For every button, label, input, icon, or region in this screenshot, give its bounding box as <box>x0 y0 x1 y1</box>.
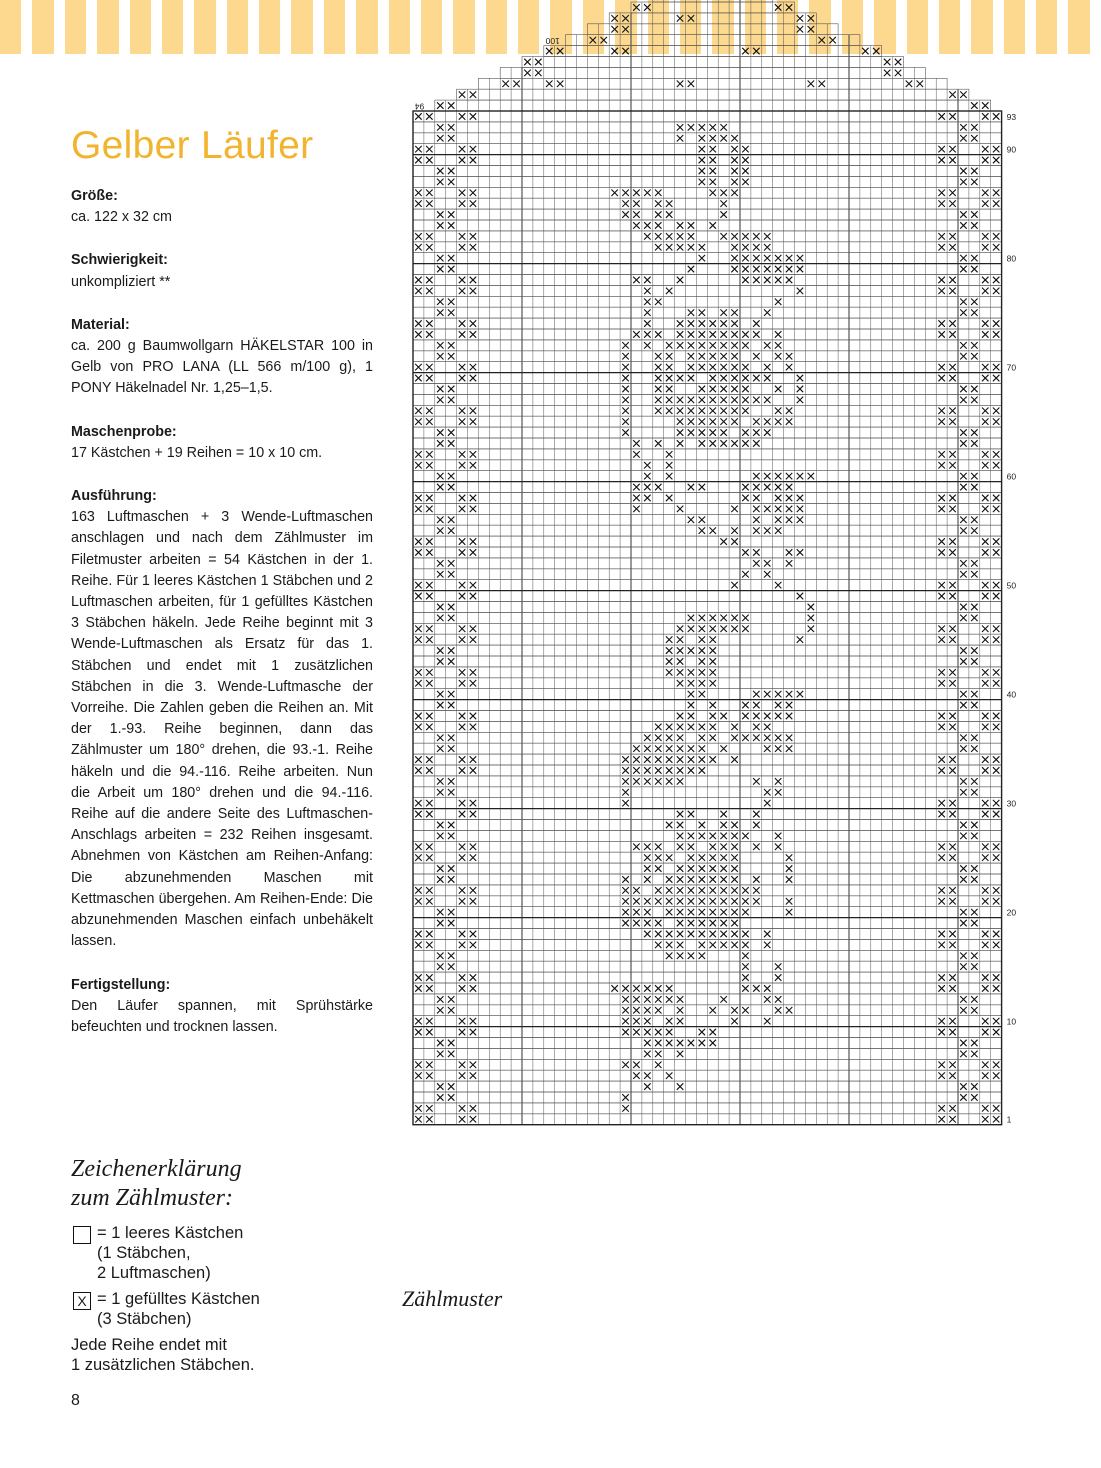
page-title: Gelber Läufer <box>71 124 314 167</box>
legend-note: Jede Reihe endet mit 1 zusätzlichen Stäbchen. <box>71 1336 255 1374</box>
section-text: ca. 200 g Baumwollgarn HÄKELSTAR 100 in Gelb von PRO LANA (LL 566 m/100 g), 1 PONY Häkelnadel Nr. 1,25–1,5. <box>71 338 373 397</box>
legend-empty-label: = 1 leeres Kästchen (1 Stäbchen, 2 Luftmaschen) <box>97 1224 244 1282</box>
legend-filled-label: = 1 gefülltes Kästchen (3 Stäbchen) <box>97 1290 260 1328</box>
section-text: unkompliziert ** <box>71 273 171 290</box>
section-heading: Ausführung: <box>71 488 157 505</box>
section-heading: Größe: <box>71 188 118 204</box>
page-number: 8 <box>71 1392 80 1409</box>
section-heading: Schwierigkeit: <box>71 252 168 269</box>
chart-caption: Zählmuster <box>402 1286 503 1311</box>
section-heading: Fertigstellung: <box>71 976 171 993</box>
section-heading: Material: <box>71 316 130 333</box>
section-text: 17 Kästchen + 19 Reihen = 10 x 10 cm. <box>71 444 323 461</box>
section-text: 163 Luftmaschen + 3 Wende-Luftmaschen anschlagen und nach dem Zählmuster im Filetmuster arbeiten = 54 Kästchen in der 1. Reihe. Für 1 leeres Kästchen 1 Stäbchen und 2 Luftmaschen arbeiten, für 1 gefülltes Kästchen 3 Stäbchen häkeln. Jede Reihe beginnt mit 3 Wende-Luftmaschen als Ersatz für das 1. Stäbchen und endet mit 1 zusätzlichen Stäbchen in die 3. Wende-Luftmasche der Vorreihe. Die Zahlen geben die Reihen an. Mit der 1.-93. Reihe beginnen, dann das Zählmuster um 180° drehen, die 93.-1. Reihe häkeln und die 94.-116. Reihe arbeiten. Nun die Arbeit um 180° drehen und die 94.-116. Reihe auf die andere Seite des Luftmaschen-Anschlags arbeiten = 232 Reihen insgesamt. Abnehmen von Kästchen am Reihen-Anfang: Die abzunehmenden Maschen mit Kettmaschen übergehen. Am Reihen-Ende: Die abzunehmenden Maschen einfach unbehäkelt lassen. <box>71 509 373 950</box>
legend-title-line2: zum Zählmuster: <box>71 1185 234 1211</box>
section-heading: Maschenprobe: <box>71 423 177 440</box>
section-text: Den Läufer spannen, mit Sprühstärke befeuchten und trocknen lassen. <box>71 997 373 1035</box>
filled-box-symbol: X <box>77 1293 87 1309</box>
section-text: ca. 122 x 32 cm <box>71 209 172 226</box>
legend-title-line1: Zeichenerklärung <box>71 1156 242 1182</box>
